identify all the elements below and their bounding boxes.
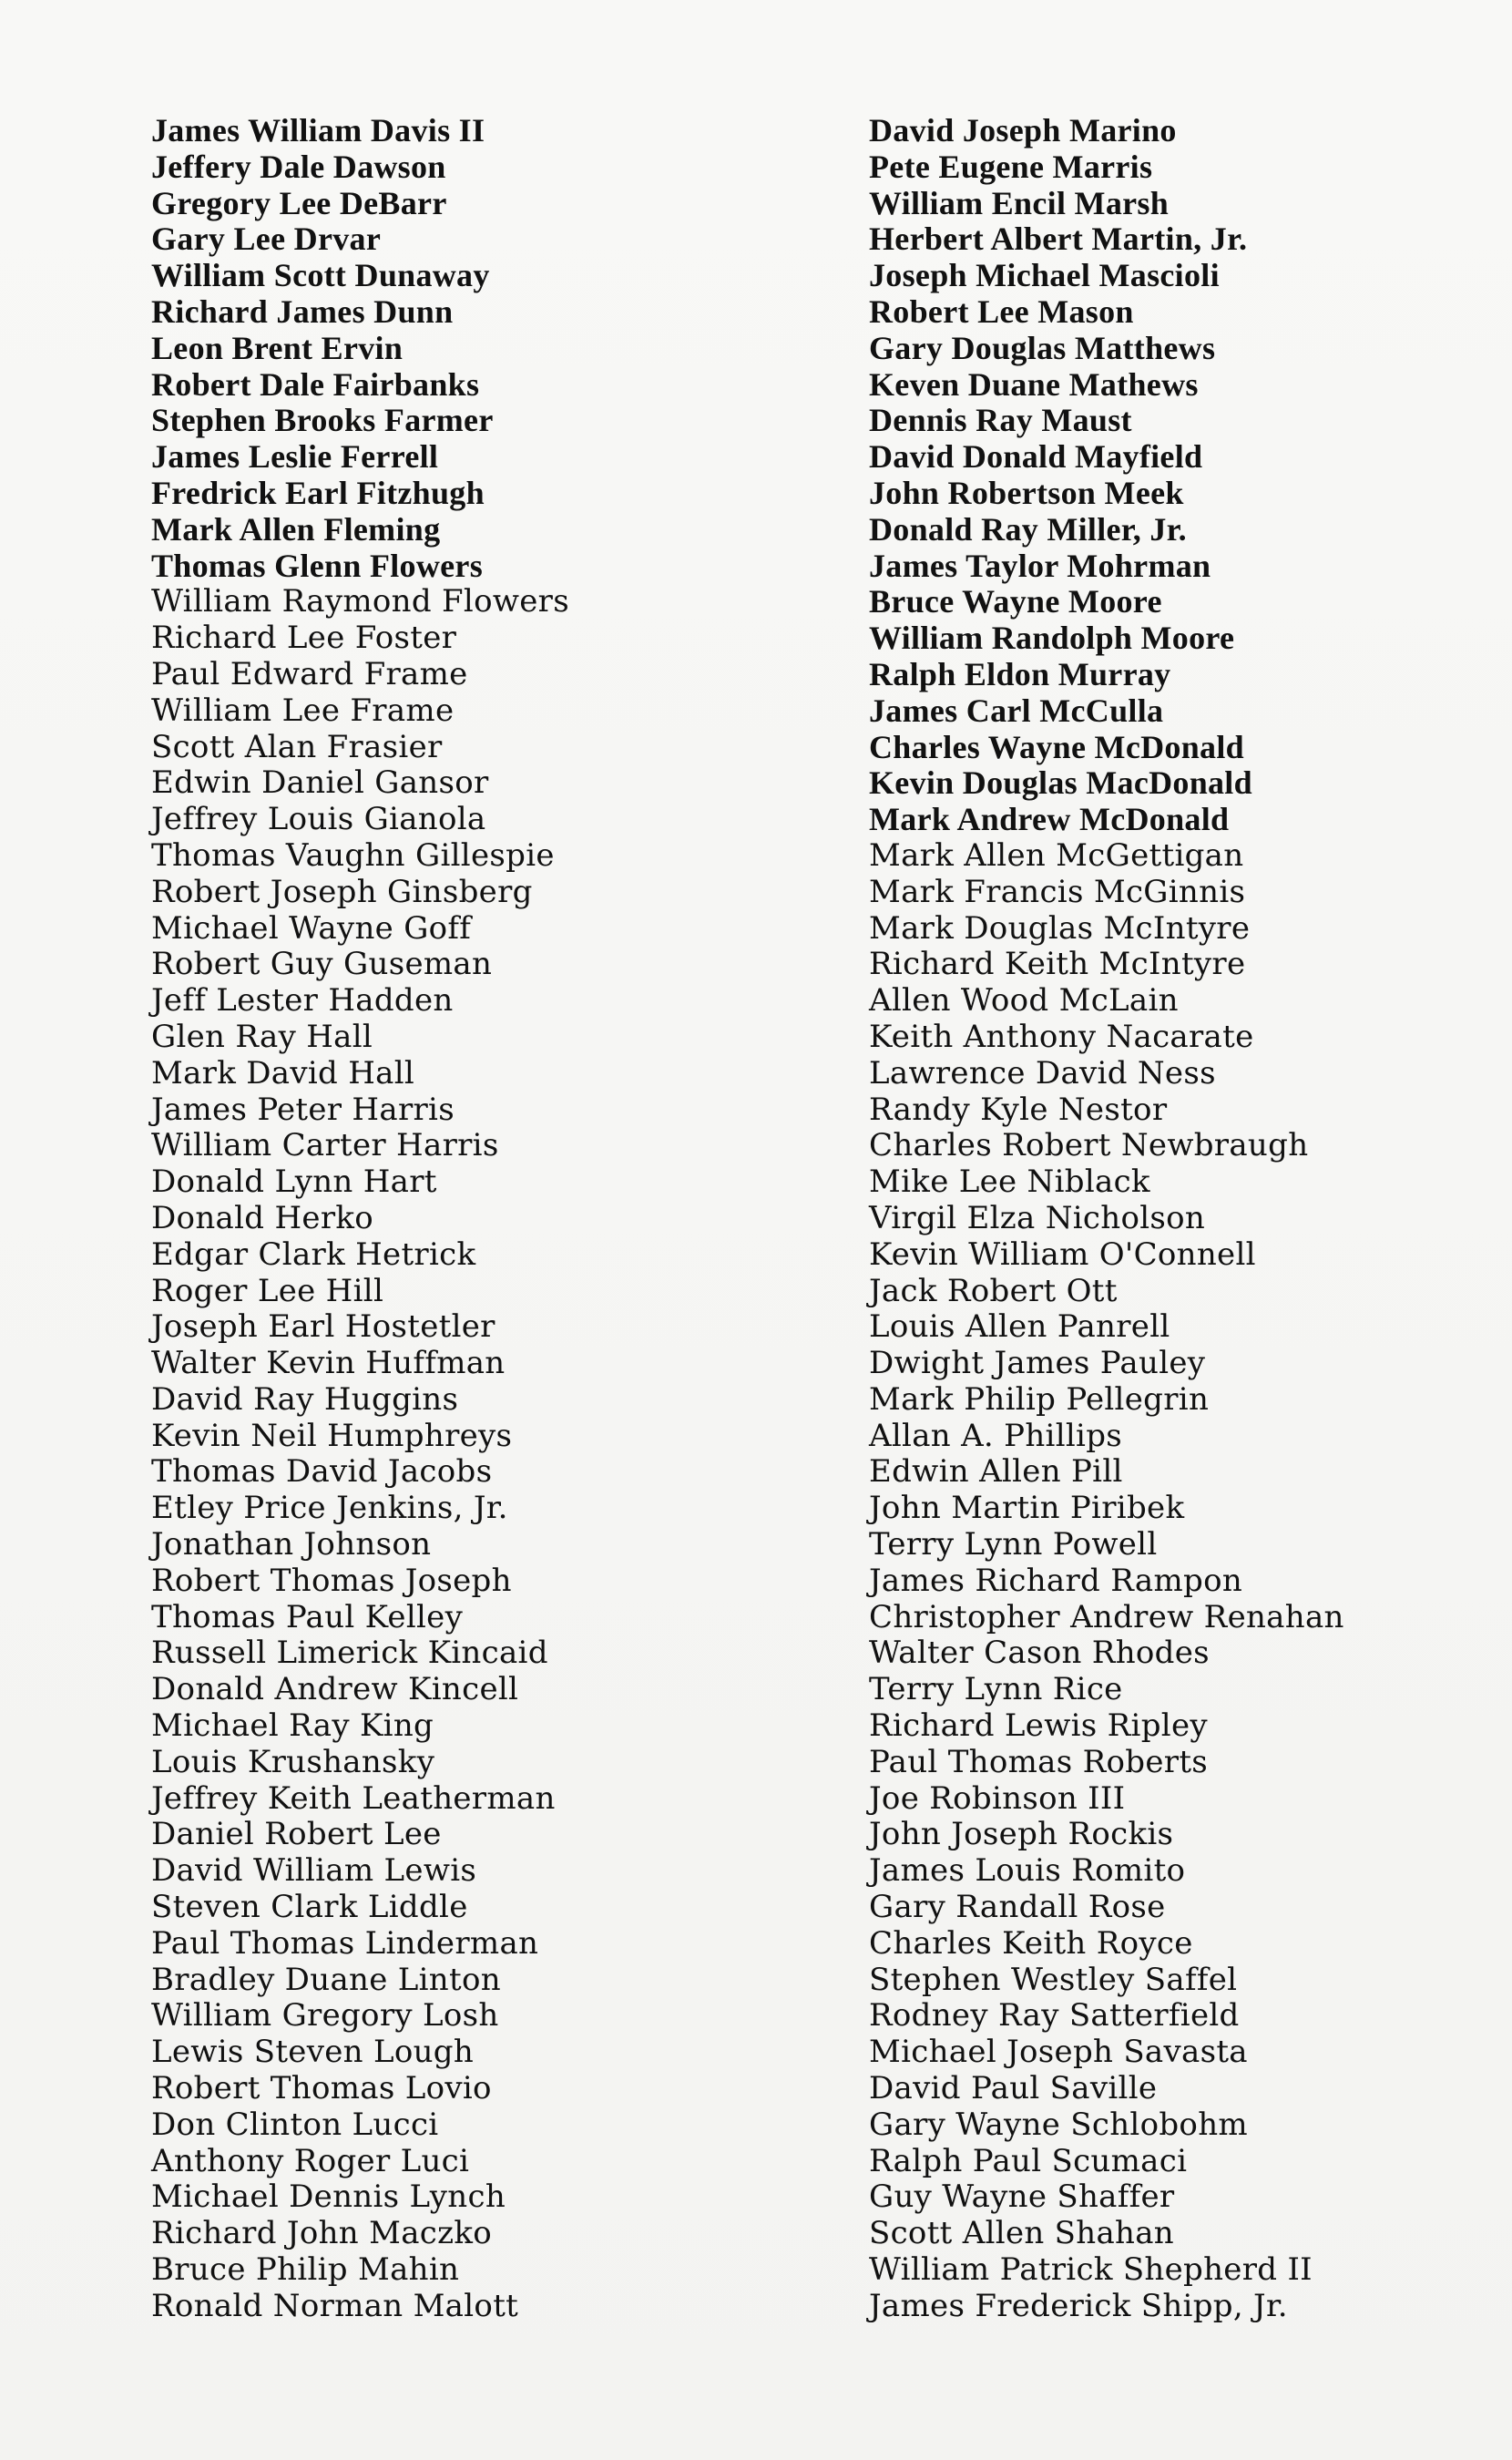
- name-entry: Michael Joseph Savasta: [869, 2034, 1248, 2071]
- name-entry: Ronald Norman Malott: [151, 2287, 519, 2324]
- name-entry: James William Davis II: [151, 112, 485, 149]
- name-entry: Robert Thomas Lovio: [151, 2070, 492, 2107]
- name-entry: David Joseph Marino: [869, 112, 1177, 149]
- name-entry: Glen Ray Hall: [151, 1018, 373, 1055]
- name-entry: Mark Philip Pellegrin: [869, 1380, 1210, 1418]
- name-entry: Roger Lee Hill: [151, 1272, 384, 1309]
- name-entry: Allen Wood McLain: [869, 982, 1179, 1020]
- name-entry: Walter Kevin Huffman: [151, 1345, 506, 1382]
- name-entry: Charles Keith Royce: [869, 1924, 1193, 1962]
- name-entry: David Donald Mayfield: [869, 438, 1203, 476]
- name-entry: Donald Andrew Kincell: [151, 1671, 519, 1708]
- name-entry: Joseph Earl Hostetler: [151, 1308, 495, 1346]
- name-entry: Bradley Duane Linton: [151, 1961, 501, 1998]
- name-entry: Dwight James Pauley: [869, 1345, 1206, 1382]
- name-entry: Donald Lynn Hart: [151, 1163, 437, 1201]
- name-entry: Paul Thomas Linderman: [151, 1924, 539, 1962]
- name-entry: Mark Andrew McDonald: [869, 801, 1230, 838]
- name-entry: Robert Dale Fairbanks: [151, 365, 480, 403]
- name-entry: Paul Edward Frame: [151, 655, 468, 692]
- name-entry: John Martin Piribek: [869, 1490, 1185, 1527]
- name-entry: Mark Allen McGettigan: [869, 836, 1244, 874]
- name-entry: Herbert Albert Martin, Jr.: [869, 220, 1248, 258]
- name-entry: Jeffrey Louis Gianola: [151, 801, 486, 838]
- name-entry: Robert Lee Mason: [869, 292, 1134, 330]
- name-entry: Mark Allen Fleming: [151, 510, 441, 548]
- name-entry: Ralph Eldon Murray: [869, 655, 1171, 692]
- name-entry: Michael Wayne Goff: [151, 909, 472, 947]
- name-entry: Walter Cason Rhodes: [869, 1635, 1210, 1672]
- name-entry: Leon Brent Ervin: [151, 329, 404, 366]
- name-entry: Lawrence David Ness: [869, 1054, 1216, 1092]
- name-entry: James Louis Romito: [869, 1852, 1186, 1890]
- name-entry: William Lee Frame: [151, 692, 455, 729]
- name-entry: Richard Lee Foster: [151, 620, 457, 657]
- name-entry: Mark Douglas McIntyre: [869, 909, 1251, 947]
- name-entry: Donald Herko: [151, 1199, 374, 1236]
- name-entry: Edwin Allen Pill: [869, 1453, 1123, 1491]
- name-entry: Gary Douglas Matthews: [869, 329, 1216, 366]
- right-name-column: [869, 113, 1470, 2325]
- name-entry: Michael Ray King: [151, 1707, 434, 1745]
- name-entry: Joe Robinson III: [869, 1779, 1126, 1817]
- name-entry: Terry Lynn Rice: [869, 1671, 1123, 1708]
- name-entry: Kevin Douglas MacDonald: [869, 764, 1252, 802]
- name-entry: Edwin Daniel Gansor: [151, 764, 489, 802]
- name-entry: Thomas David Jacobs: [151, 1453, 493, 1491]
- name-entry: William Gregory Losh: [151, 1997, 499, 2035]
- name-entry: Jack Robert Ott: [869, 1272, 1118, 1309]
- name-entry: Gary Lee Drvar: [151, 220, 382, 258]
- name-entry: Richard Lewis Ripley: [869, 1707, 1208, 1745]
- name-entry: James Leslie Ferrell: [151, 438, 439, 476]
- name-entry: William Carter Harris: [151, 1127, 499, 1164]
- name-entry: Joseph Michael Mascioli: [869, 257, 1220, 294]
- name-entry: John Joseph Rockis: [869, 1816, 1174, 1853]
- name-entry: Charles Robert Newbraugh: [869, 1127, 1309, 1164]
- name-entry: Louis Krushansky: [151, 1743, 435, 1780]
- name-entry: Allan A. Phillips: [869, 1417, 1123, 1454]
- name-entry: Robert Guy Guseman: [151, 946, 493, 983]
- name-entry: Kevin William O'Connell: [869, 1235, 1256, 1273]
- name-entry: Jonathan Johnson: [151, 1526, 432, 1563]
- name-entry: Terry Lynn Powell: [869, 1526, 1158, 1563]
- name-entry: William Encil Marsh: [869, 184, 1170, 221]
- name-entry: James Frederick Shipp, Jr.: [869, 2287, 1288, 2324]
- name-entry: Anthony Roger Luci: [151, 2142, 470, 2179]
- name-entry: Jeffrey Keith Leatherman: [151, 1779, 556, 1817]
- name-entry: Don Clinton Lucci: [151, 2106, 439, 2143]
- name-entry: Robert Joseph Ginsberg: [151, 873, 533, 910]
- name-entry: Jeffery Dale Dawson: [151, 148, 446, 185]
- name-entry: Stephen Westley Saffel: [869, 1961, 1238, 1998]
- name-entry: Thomas Vaughn Gillespie: [151, 836, 555, 874]
- name-entry: Paul Thomas Roberts: [869, 1743, 1209, 1780]
- name-entry: James Peter Harris: [151, 1091, 455, 1128]
- name-entry: Robert Thomas Joseph: [151, 1562, 512, 1599]
- name-entry: James Carl McCulla: [869, 692, 1164, 729]
- name-entry: Mark Francis McGinnis: [869, 873, 1246, 910]
- name-entry: William Raymond Flowers: [151, 583, 569, 620]
- name-entry: Bruce Wayne Moore: [869, 583, 1162, 620]
- name-entry: William Patrick Shepherd II: [869, 2251, 1313, 2289]
- name-entry: Richard John Maczko: [151, 2215, 493, 2252]
- name-entry: Russell Limerick Kincaid: [151, 1635, 548, 1672]
- name-entry: Mark David Hall: [151, 1054, 415, 1092]
- name-entry: Virgil Elza Nicholson: [869, 1199, 1206, 1236]
- name-entry: Daniel Robert Lee: [151, 1816, 442, 1853]
- name-entry: Fredrick Earl Fitzhugh: [151, 474, 485, 511]
- name-entry: Steven Clark Liddle: [151, 1889, 468, 1926]
- name-entry: David Paul Saville: [869, 2070, 1158, 2107]
- name-entry: Keith Anthony Nacarate: [869, 1018, 1254, 1055]
- name-entry: Michael Dennis Lynch: [151, 2178, 506, 2216]
- name-entry: Etley Price Jenkins, Jr.: [151, 1490, 508, 1527]
- name-entry: Christopher Andrew Renahan: [869, 1598, 1344, 1635]
- name-entry: David William Lewis: [151, 1852, 477, 1890]
- name-entry: Guy Wayne Shaffer: [869, 2178, 1175, 2216]
- name-entry: James Taylor Mohrman: [869, 547, 1211, 584]
- name-entry: Dennis Ray Maust: [869, 402, 1132, 439]
- name-entry: Rodney Ray Satterfield: [869, 1997, 1240, 2035]
- name-entry: Pete Eugene Marris: [869, 148, 1153, 185]
- name-entry: William Randolph Moore: [869, 620, 1235, 657]
- name-entry: Thomas Glenn Flowers: [151, 547, 484, 584]
- name-entry: Randy Kyle Nestor: [869, 1091, 1168, 1128]
- name-entry: Gary Wayne Schlobohm: [869, 2106, 1248, 2143]
- name-entry: Louis Allen Panrell: [869, 1308, 1170, 1346]
- name-entry: Gregory Lee DeBarr: [151, 184, 447, 221]
- name-entry: Thomas Paul Kelley: [151, 1598, 464, 1635]
- name-entry: James Richard Rampon: [869, 1562, 1243, 1599]
- name-entry: Scott Alan Frasier: [151, 728, 443, 765]
- name-entry: Richard Keith McIntyre: [869, 946, 1246, 983]
- name-entry: Keven Duane Mathews: [869, 365, 1199, 403]
- name-entry: Bruce Philip Mahin: [151, 2251, 460, 2289]
- name-entry: Gary Randall Rose: [869, 1889, 1166, 1926]
- name-entry: Richard James Dunn: [151, 292, 454, 330]
- name-entry: Donald Ray Miller, Jr.: [869, 510, 1187, 548]
- name-entry: David Ray Huggins: [151, 1380, 459, 1418]
- name-entry: Mike Lee Niblack: [869, 1163, 1150, 1201]
- name-entry: Charles Wayne McDonald: [869, 728, 1244, 765]
- left-name-column: [151, 113, 789, 2325]
- name-entry: Jeff Lester Hadden: [151, 982, 454, 1020]
- name-entry: Lewis Steven Lough: [151, 2034, 475, 2071]
- name-entry: Stephen Brooks Farmer: [151, 402, 494, 439]
- name-entry: William Scott Dunaway: [151, 257, 490, 294]
- name-entry: Edgar Clark Hetrick: [151, 1235, 476, 1273]
- name-entry: Kevin Neil Humphreys: [151, 1417, 513, 1454]
- name-entry: Ralph Paul Scumaci: [869, 2142, 1188, 2179]
- name-entry: John Robertson Meek: [869, 474, 1184, 511]
- name-entry: Scott Allen Shahan: [869, 2215, 1174, 2252]
